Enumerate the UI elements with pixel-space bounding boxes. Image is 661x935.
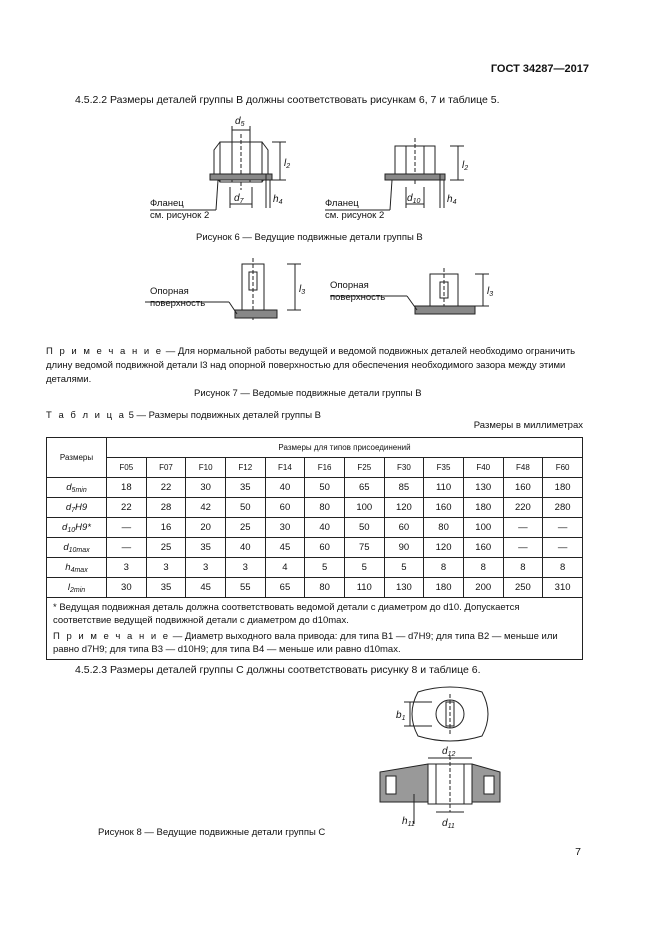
table-cell: 5 [344, 558, 384, 578]
standard-number: ГОСТ 34287—2017 [490, 63, 589, 75]
table-cell: 90 [384, 538, 424, 558]
table-cell: 110 [424, 478, 464, 498]
table-cell: 130 [463, 478, 503, 498]
table-cell: 220 [503, 498, 543, 518]
flange-ref-left: см. рисунок 2 [150, 210, 210, 221]
col-header: F48 [503, 458, 543, 478]
col-header: F05 [107, 458, 147, 478]
col-header: F25 [344, 458, 384, 478]
table-cell: 80 [305, 578, 345, 598]
table-cell: 8 [543, 558, 583, 578]
table-cell: 45 [265, 538, 305, 558]
col-header: F16 [305, 458, 345, 478]
table-cell: — [543, 538, 583, 558]
table-cell: 100 [463, 518, 503, 538]
table-cell: 8 [503, 558, 543, 578]
figure-6-caption: Рисунок 6 — Ведущие подвижные детали группы В [196, 232, 423, 243]
table-cell: 80 [424, 518, 464, 538]
flange-ref-right: см. рисунок 2 [325, 210, 385, 221]
table-cell: 3 [146, 558, 186, 578]
col-header: F30 [384, 458, 424, 478]
table-row [47, 478, 583, 498]
table-cell: 280 [543, 498, 583, 518]
table-cell: — [107, 518, 147, 538]
table-cell: 50 [305, 478, 345, 498]
figure-6-drawing [140, 112, 480, 230]
dim-d12: $d_{12}$ [442, 746, 456, 758]
figure-8-caption: Рисунок 8 — Ведущие подвижные детали группы С [98, 827, 326, 838]
table-cell: 42 [186, 498, 226, 518]
table-cell: 60 [265, 498, 305, 518]
table-5-units: Размеры в миллиметрах [473, 420, 583, 431]
table-cell: 25 [225, 518, 265, 538]
table-cell: — [503, 518, 543, 538]
row-label: $l_{2min}$ [47, 578, 107, 598]
table-cell: 160 [463, 538, 503, 558]
table-cell: 75 [344, 538, 384, 558]
table-row [47, 498, 583, 518]
table-cell: 120 [384, 498, 424, 518]
table-cell: 200 [463, 578, 503, 598]
dim-d10: $d_{10}$ [407, 193, 421, 205]
col-header: F40 [463, 458, 503, 478]
table-cell: 40 [305, 518, 345, 538]
table-cell: 60 [384, 518, 424, 538]
dim-b1: $b_1$ [396, 710, 406, 722]
dim-h11: $h_{11}$ [402, 816, 415, 828]
table-cell: 5 [305, 558, 345, 578]
flange-label-left: Фланец [150, 198, 184, 209]
table-5-footnote: * Ведущая подвижная деталь должна соответствовать ведомой детали с диаметром до d10. Допускается соответствие ведущей подвижной детали с диаметром до d10max. П р и м е ч а н и е — Диаметр выходного вала привода: для типа В1 — d7H9; для типа В2 — меньше или равно d7H9; для типа В3 — d10H9; для типа В4 — меньше или равно d10max. [47, 598, 583, 660]
table-cell: 110 [344, 578, 384, 598]
table-cell: 80 [305, 498, 345, 518]
col-header: F07 [146, 458, 186, 478]
table-cell: 40 [225, 538, 265, 558]
section-4-5-2-3: 4.5.2.3 Размеры деталей группы С должны соответствовать рисунку 8 и таблице 6. [75, 664, 481, 676]
table-row [47, 558, 583, 578]
dim-h4-right: $h_4$ [447, 194, 457, 206]
row-label: $d_{10max}$ [47, 538, 107, 558]
table-cell: 160 [424, 498, 464, 518]
section-4-5-2-2: 4.5.2.2 Размеры деталей группы В должны соответствовать рисункам 6, 7 и таблице 5. [75, 94, 500, 106]
note-fig7: П р и м е ч а н и е — Для нормальной работы ведущей и ведомой подвижных деталей необходимо ограничить длину ведомой подвижной детали l3 над опорной поверхностью для обеспечения необходимого зазора между этими деталями. [46, 346, 576, 385]
table-cell: 30 [265, 518, 305, 538]
col-header: F12 [225, 458, 265, 478]
figure-8-drawing [370, 684, 520, 834]
table-cell: 8 [463, 558, 503, 578]
page-number: 7 [575, 846, 581, 858]
figure-7-caption: Рисунок 7 — Ведомые подвижные детали группы В [194, 388, 422, 399]
table-cell: — [543, 518, 583, 538]
table-cell: 50 [225, 498, 265, 518]
table-cell: 35 [225, 478, 265, 498]
table-cell: 35 [146, 578, 186, 598]
table-cell: 8 [424, 558, 464, 578]
table-cell: 180 [543, 478, 583, 498]
table-row [47, 538, 583, 558]
table-cell: 160 [503, 478, 543, 498]
table-cell: 100 [344, 498, 384, 518]
flange-label-right: Фланец [325, 198, 359, 209]
row-label: $d_7H9$ [47, 498, 107, 518]
table-cell: 250 [503, 578, 543, 598]
table-cell: 55 [225, 578, 265, 598]
table-cell: 40 [265, 478, 305, 498]
table-cell: 45 [186, 578, 226, 598]
figure-7-drawing [145, 254, 505, 334]
table-cell: 180 [463, 498, 503, 518]
col-header: F14 [265, 458, 305, 478]
table-cell: 22 [107, 498, 147, 518]
table-cell: — [503, 538, 543, 558]
surface-label-2-right: поверхность [330, 292, 386, 303]
table-cell: 65 [265, 578, 305, 598]
dim-l3-right: $l_3$ [487, 286, 494, 298]
dim-d5: $d_5$ [235, 116, 245, 128]
table-cell: 3 [225, 558, 265, 578]
dim-d7: $d_7$ [234, 193, 244, 205]
table-cell: 16 [146, 518, 186, 538]
row-label: $d_{10}H9*$ [47, 518, 107, 538]
col-header: F35 [424, 458, 464, 478]
surface-label-1-right: Опорная [330, 280, 369, 291]
table-cell: 25 [146, 538, 186, 558]
table-cell: 50 [344, 518, 384, 538]
table-cell: 18 [107, 478, 147, 498]
table-cell: — [107, 538, 147, 558]
col-header: F10 [186, 458, 226, 478]
table-cell: 65 [344, 478, 384, 498]
table-cell: 180 [424, 578, 464, 598]
row-label: $h_{4max}$ [47, 558, 107, 578]
col-header: F60 [543, 458, 583, 478]
table-cell: 85 [384, 478, 424, 498]
table-cell: 28 [146, 498, 186, 518]
dim-l2-right: $l_2$ [462, 160, 469, 172]
table-cell: 20 [186, 518, 226, 538]
surface-label-2-left: поверхность [150, 298, 206, 309]
table-cell: 130 [384, 578, 424, 598]
table-cell: 30 [107, 578, 147, 598]
surface-label-1-left: Опорная [150, 286, 189, 297]
table-cell: 4 [265, 558, 305, 578]
table-header-group: Размеры для типов присоединений [107, 438, 583, 458]
table-row [47, 578, 583, 598]
table-cell: 35 [186, 538, 226, 558]
table-header-dims: Размеры [47, 438, 107, 478]
table-cell: 310 [543, 578, 583, 598]
table-cell: 60 [305, 538, 345, 558]
dim-d11: $d_{11}$ [442, 818, 455, 830]
table-cell: 3 [186, 558, 226, 578]
dim-l2-left: $l_2$ [284, 158, 291, 170]
row-label: $d_{5min}$ [47, 478, 107, 498]
table-cell: 3 [107, 558, 147, 578]
table-cell: 120 [424, 538, 464, 558]
table-cell: 22 [146, 478, 186, 498]
dim-h4-left: $h_4$ [273, 194, 283, 206]
dim-l3-left: $l_3$ [299, 284, 306, 296]
table-5 [46, 437, 583, 660]
table-cell: 30 [186, 478, 226, 498]
table-5-title: Т а б л и ц а 5 — Размеры подвижных деталей группы В [46, 410, 322, 421]
table-row [47, 518, 583, 538]
table-cell: 5 [384, 558, 424, 578]
